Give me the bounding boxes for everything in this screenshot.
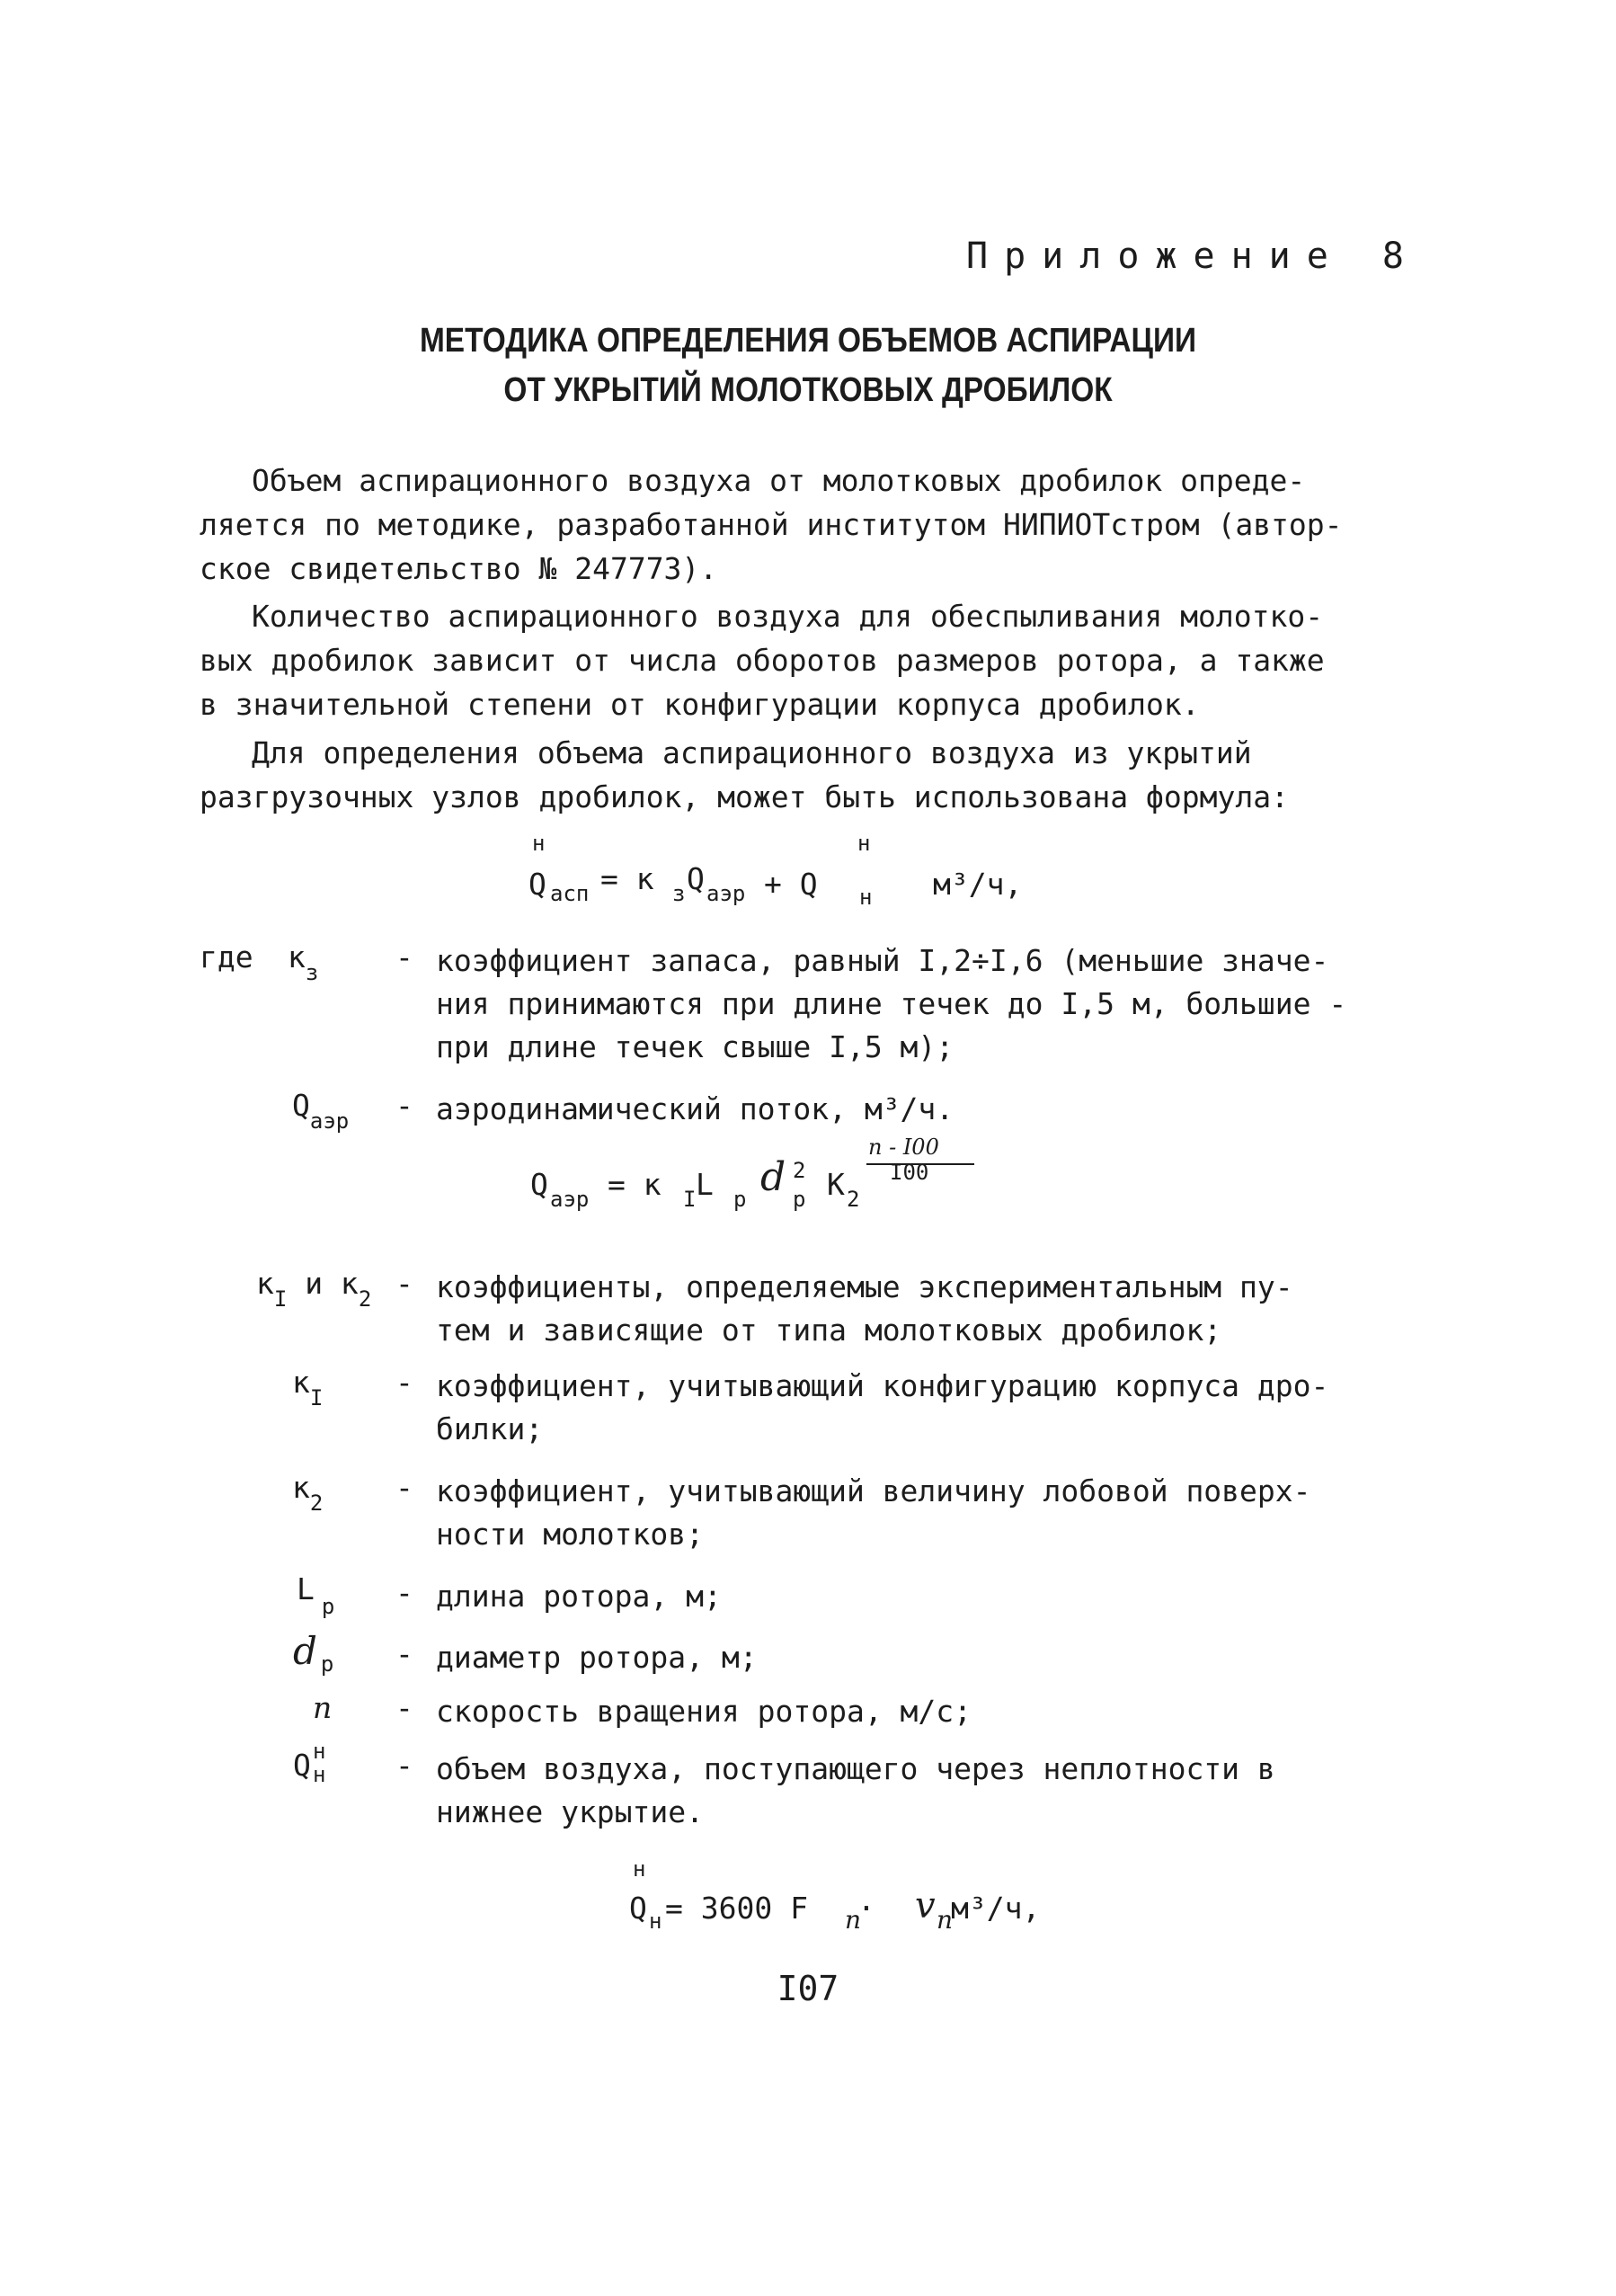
def-kz-line-1: коэффициент запаса, равный I,2÷I,6 (меньшие значе- (436, 943, 1329, 978)
formula-3-dot: · (857, 1891, 875, 1926)
def-n-line-1: скорость вращения ротора, м/с; (436, 1694, 972, 1729)
def-kz-symbol (288, 939, 319, 985)
def-qaer-symbol (292, 1088, 350, 1134)
def-k1k2-mid: и к (287, 1266, 359, 1301)
def-dash: - (395, 1690, 413, 1725)
def-lp-symbol-main: L (297, 1571, 315, 1606)
formula-1-sub-right: н (859, 885, 873, 910)
formula-2-k1-sub: I (683, 1187, 697, 1212)
def-k2-line-1: коэффициент, учитывающий величину лобовой поверх- (436, 1473, 1311, 1508)
def-dash: - (395, 1470, 413, 1505)
formula-1-eq: = к (600, 861, 654, 896)
formula-2-lhs: Q (530, 1167, 548, 1202)
paragraph-1-line-3: ское свидетельство № 247773). (200, 551, 718, 586)
def-kz-symbol-sub: з (305, 960, 319, 985)
formula-3-sub: н (649, 1909, 662, 1934)
formula-2-exp-den: I00 (890, 1160, 929, 1185)
def-k1k2-symbol-main: к (256, 1266, 274, 1301)
formula-2-L-sub: р (733, 1187, 747, 1212)
def-dp-line-1: диаметр ротора, м; (436, 1640, 758, 1675)
formula-1-sub-left: асп (550, 881, 590, 906)
def-lp-symbol (297, 1571, 335, 1619)
def-dash: - (395, 1365, 413, 1400)
def-dp-symbol (293, 1629, 334, 1677)
paragraph-1-line-1: Объем аспирационного воздуха от молотковых дробилок опреде- (252, 463, 1306, 498)
paragraph-2-line-2: вых дробилок зависит от числа оборотов размеров ротора, а также (200, 643, 1325, 678)
def-k2-symbol-sub: 2 (309, 1491, 324, 1516)
formula-2-d-sub: р (793, 1187, 806, 1212)
def-n-symbol (313, 1690, 332, 1725)
formula-2-exp-num-text: n - I00 (868, 1135, 939, 1160)
formula-3-rest: = 3600 F (665, 1891, 808, 1926)
def-qhh-symbol-main: Q (293, 1748, 311, 1783)
formula-2-lhs-sub: аэр (550, 1187, 590, 1212)
appendix-label: Приложение 8 (966, 236, 1420, 277)
def-kz-line-3: при длине течек свыше I,5 м); (436, 1029, 955, 1064)
def-qaer-symbol-main: Q (292, 1088, 310, 1123)
def-k2-line-2: ности молотков; (436, 1517, 705, 1552)
def-k1k2-symbol-sub: I (273, 1286, 288, 1312)
def-qhh-line-2: нижнее укрытие. (436, 1794, 705, 1829)
formula-1-q2: Q (687, 861, 705, 896)
def-k1k2-line-1: коэффициенты, определяемые экспериментальным пу- (436, 1269, 1293, 1304)
formula-3-v-sub: n (937, 1905, 954, 1935)
def-qhh-symbol (293, 1739, 326, 1787)
def-dp-symbol-main: d (293, 1629, 317, 1673)
def-kz-line-2: ния принимаются при длине течек до I,5 м, большие - (436, 986, 1347, 1021)
formula-1-plus: + Q (764, 867, 818, 902)
formula-3-q: Q (629, 1891, 647, 1926)
formula-2-eq: = к (608, 1167, 661, 1202)
formula-2-exp-num (868, 1135, 939, 1160)
def-kz-symbol-main: к (288, 939, 306, 974)
formula-2-L: L (696, 1167, 714, 1202)
def-k1-line-1: коэффициент, учитывающий конфигурацию корпуса дро- (436, 1368, 1329, 1403)
def-qhh-symbol-sup: н (313, 1739, 326, 1764)
where-word: где (200, 939, 253, 974)
formula-3-sup: н (633, 1856, 646, 1882)
title-line-2: ОТ УКРЫТИЙ МОЛОТКОВЫХ ДРОБИЛОК (503, 371, 1113, 409)
paragraph-2-line-3: в значительной степени от конфигурации корпуса дробилок. (200, 687, 1200, 722)
def-n-symbol-main: n (313, 1690, 333, 1725)
def-k1-line-2: билки; (436, 1411, 544, 1446)
def-k1-symbol-sub: I (309, 1385, 324, 1411)
def-qhh-symbol-sub: н (313, 1762, 326, 1787)
formula-2-k2: К (827, 1167, 845, 1202)
formula-1-sup-left: н (532, 831, 546, 856)
def-k2-symbol-main: к (292, 1470, 310, 1505)
formula-1-unit: м³/ч, (933, 867, 1023, 902)
def-dash: - (395, 1575, 413, 1610)
def-qhh-line-1: объем воздуха, поступающего через неплотности в (436, 1751, 1275, 1786)
formula-2-d: d (760, 1154, 786, 1200)
def-dp-symbol-sub: р (320, 1651, 334, 1677)
def-k1k2-line-2: тем и зависящие от типа молотковых дробилок; (436, 1313, 1222, 1348)
formula-2-k2-sub: 2 (847, 1187, 860, 1212)
def-k1k2-symbol-sub2: 2 (358, 1286, 372, 1312)
def-dash: - (395, 1088, 413, 1123)
title-line-1: МЕТОДИКА ОПРЕДЕЛЕНИЯ ОБЪЕМОВ АСПИРАЦИИ (419, 322, 1197, 360)
formula-1-sup-right: н (857, 831, 871, 856)
def-dash: - (395, 1748, 413, 1783)
def-k1k2-symbol (256, 1266, 372, 1312)
formula-1-k-sub: з (672, 881, 686, 906)
def-dash: - (395, 1266, 413, 1301)
formula-1-q: Q (528, 867, 546, 902)
paragraph-2-line-1: Количество аспирационного воздуха для обеспыливания молотко- (252, 599, 1324, 634)
formula-2-d-sup: 2 (793, 1158, 806, 1183)
paragraph-3-line-2: разгрузочных узлов дробилок, может быть использована формула: (200, 779, 1289, 814)
paragraph-3-line-1: Для определения объема аспирационного воздуха из укрытий (252, 735, 1252, 770)
def-dash: - (395, 1636, 413, 1671)
def-k1-symbol-main: к (292, 1365, 310, 1400)
def-k2-symbol (292, 1470, 324, 1516)
def-dash: - (395, 939, 413, 974)
def-k1-symbol (292, 1365, 324, 1411)
formula-1-q2-sub: аэр (706, 881, 746, 906)
def-lp-line-1: длина ротора, м; (436, 1579, 722, 1614)
page-number: I07 (777, 1969, 839, 2008)
def-lp-symbol-sub: р (321, 1594, 335, 1619)
def-qaer-line-1: аэродинамический поток, м³/ч. (436, 1091, 955, 1126)
paragraph-1-line-2: ляется по методике, разработанной институтом НИПИОТстром (автор- (200, 507, 1343, 542)
formula-3-f-sub: n (845, 1905, 862, 1935)
def-qaer-symbol-sub: аэр (309, 1108, 350, 1134)
formula-3-v: v (915, 1885, 936, 1927)
formula-3-unit: м³/ч, (951, 1891, 1041, 1926)
